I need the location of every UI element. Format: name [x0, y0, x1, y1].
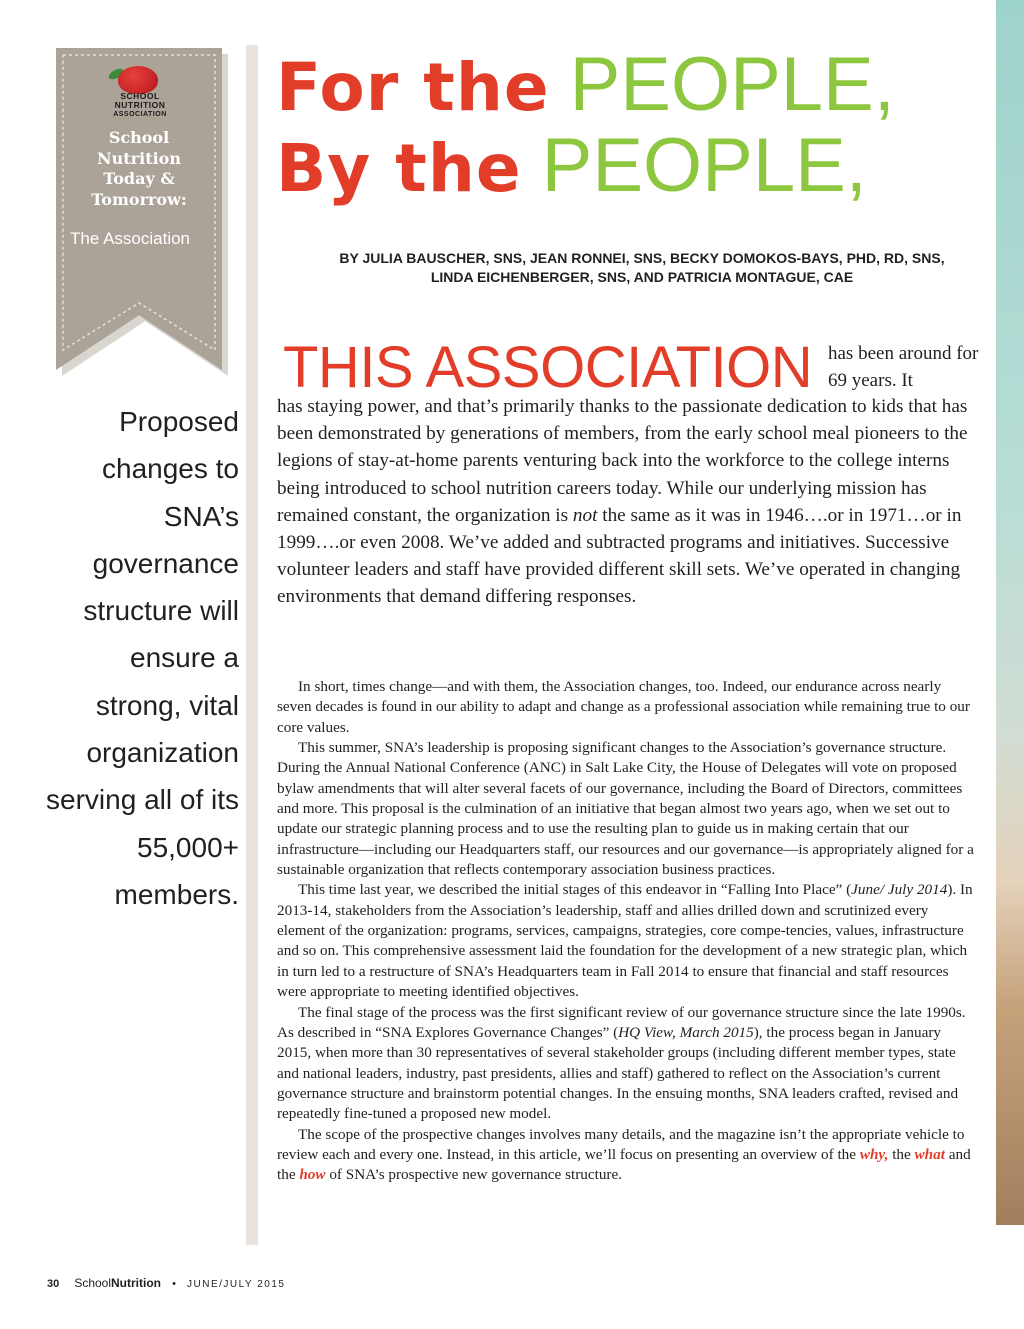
headline-line-2-light: PEOPLE, — [541, 123, 867, 208]
headline — [276, 42, 976, 208]
p5-text-d: of SNA’s prospective new governance structure. — [325, 1166, 623, 1184]
logo-line-1: SCHOOL — [120, 91, 160, 101]
lead-body-part-2: the same as it was in 1946….or in 1971…or in 1999….or even 2008. We’ve added and subtracted programs and initiatives. Successive volunteer leaders and staff have provided different skill sets. We’ve operated in changing environments that demand differing responses. — [277, 504, 962, 608]
body-paragraph-4 — [277, 1003, 977, 1125]
body-paragraph-2: This summer, SNA’s leadership is proposing significant changes to the Association’s governance structure. During the Annual National Conference (ANC) in Salt Lake City, the House of Delegates will vote on proposed bylaw amendments that will alter several facets of our governance, including the Board of Directors, committees and more. This proposal is the culmination of an initiative that began almost two years ago, when we set out to update our strategic planning process and to use the resulting plan to guide us in making certain that our infrastructure—including our Headquarters staff, our resources and our governance—is appropriately aligned for a sustainable organization that reflects contemporary association business practices. — [277, 739, 974, 879]
pull-quote: Proposed changes to SNA’s governance structure will ensure a strong, vital organization serving all of its 55,000+ members. — [46, 406, 239, 910]
badge-title-line-1: School — [108, 128, 170, 147]
body-paragraph-1: In short, times change—and with them, the Association changes, too. Indeed, our endurance across nearly seven decades is found in our ability to adapt and change as a professional association while remaining true to our core values. — [277, 678, 970, 736]
p3-text-b: ). In 2013-14, stakeholders from the Association’s leadership, staff and allies drilled down and scrutinized every element of the organization: programs, services, campaigns, strategies, core compe-tencies, values, infrastructure and so on. This comprehensive assessment laid the foundation for the development of a new strategic plan, which in turn led to a restructure of SNA’s Headquarters team in Fall 2014 to ensure that financial and staff resources were appropriate to meeting identified objectives. — [277, 881, 973, 1001]
badge-title-line-4: Tomorrow: — [91, 189, 187, 209]
section-ribbon-badge — [56, 48, 222, 370]
p5-what: what — [914, 1145, 945, 1163]
p3-citation: June/ July 2014 — [851, 881, 948, 899]
logo-line-3: ASSOCIATION — [113, 111, 167, 118]
p4-text-a: The final stage of the process was the first significant review of our governance structure since the late 1990s. As described in “SNA Explores Governance Changes” ( — [277, 1003, 966, 1041]
p4-text-b: ), the process began in January 2015, when more than 30 representatives of several stakeholder groups (including different member types, state and national leaders, industry, past presidents, allies and staff) gathered to reflect on the Association’s current governance structure and brainstorm potential changes. In the ensuing months, SNA leaders crafted, revised and repeatedly fine-tuned a proposed new model. — [277, 1023, 959, 1123]
column-divider — [246, 45, 258, 1245]
badge-subtitle: The Association — [70, 229, 191, 248]
magazine-name-part-2: Nutrition — [111, 1276, 162, 1290]
p5-text-c: and the — [277, 1145, 971, 1184]
logo-line-2: NUTRITION — [114, 100, 166, 110]
page-footer — [47, 1276, 285, 1290]
badge-title — [56, 128, 222, 210]
p4-citation: HQ View, March 2015 — [618, 1023, 754, 1041]
apple-icon — [118, 66, 158, 94]
page-number: 30 — [47, 1278, 60, 1290]
byline-line-1: BY JULIA BAUSCHER, SNS, JEAN RONNEI, SNS, BECKY DOMOKOS-BAYS, PHD, RD, SNS, — [339, 250, 945, 266]
lead-side-text: has been around for 69 years. It — [828, 343, 979, 391]
headline-line-2 — [276, 123, 976, 208]
headline-line-1-bold: For the — [276, 49, 550, 126]
issue-date: JUNE/JULY 2015 — [187, 1279, 286, 1290]
footer-bullet: • — [172, 1278, 176, 1290]
headline-line-2-bold: By the — [276, 130, 522, 207]
headline-line-1-light: PEOPLE, — [569, 42, 895, 127]
logo-wordmark — [104, 92, 176, 119]
edge-photo-strip — [996, 0, 1024, 1225]
p3-text-a: This time last year, we described the initial stages of this endeavor in “Falling Into Place” ( — [298, 881, 852, 899]
magazine-name-part-1: School — [74, 1276, 112, 1290]
badge-title-line-3: Today & — [103, 169, 175, 188]
byline-line-2: LINDA EICHENBERGER, SNS, AND PATRICIA MONTAGUE, CAE — [430, 269, 854, 285]
lead-drop-text: THIS ASSOCIATION — [283, 335, 813, 400]
p5-how: how — [299, 1166, 326, 1184]
p5-why: why, — [859, 1145, 889, 1163]
badge-title-line-2: Nutrition — [97, 148, 181, 168]
lead-body-emphasis: not — [572, 504, 598, 526]
sna-logo — [104, 60, 174, 122]
p5-text-a: The scope of the prospective changes involves many details, and the magazine isn’t the appropriate vehicle to review each and every one. Instead, in this article, we’ll focus on presenting an overview of the — [277, 1125, 965, 1163]
byline — [276, 249, 1008, 287]
lead-body-part-1: has staying power, and that’s primarily thanks to the passionate dedication to kids that has been demonstrated by generations of members, from the early school meal pioneers to the legions of stay-at-home parents venturing back into the workforce to the college interns being introduced to school nutrition careers today. While our underlying mission has remained constant, the organization is — [277, 396, 968, 526]
lead-paragraph — [277, 393, 977, 611]
article-body — [277, 677, 977, 1186]
headline-line-1 — [276, 42, 976, 127]
p5-text-b: the — [888, 1145, 915, 1163]
body-paragraph-3 — [277, 880, 977, 1002]
body-paragraph-5 — [277, 1125, 977, 1186]
